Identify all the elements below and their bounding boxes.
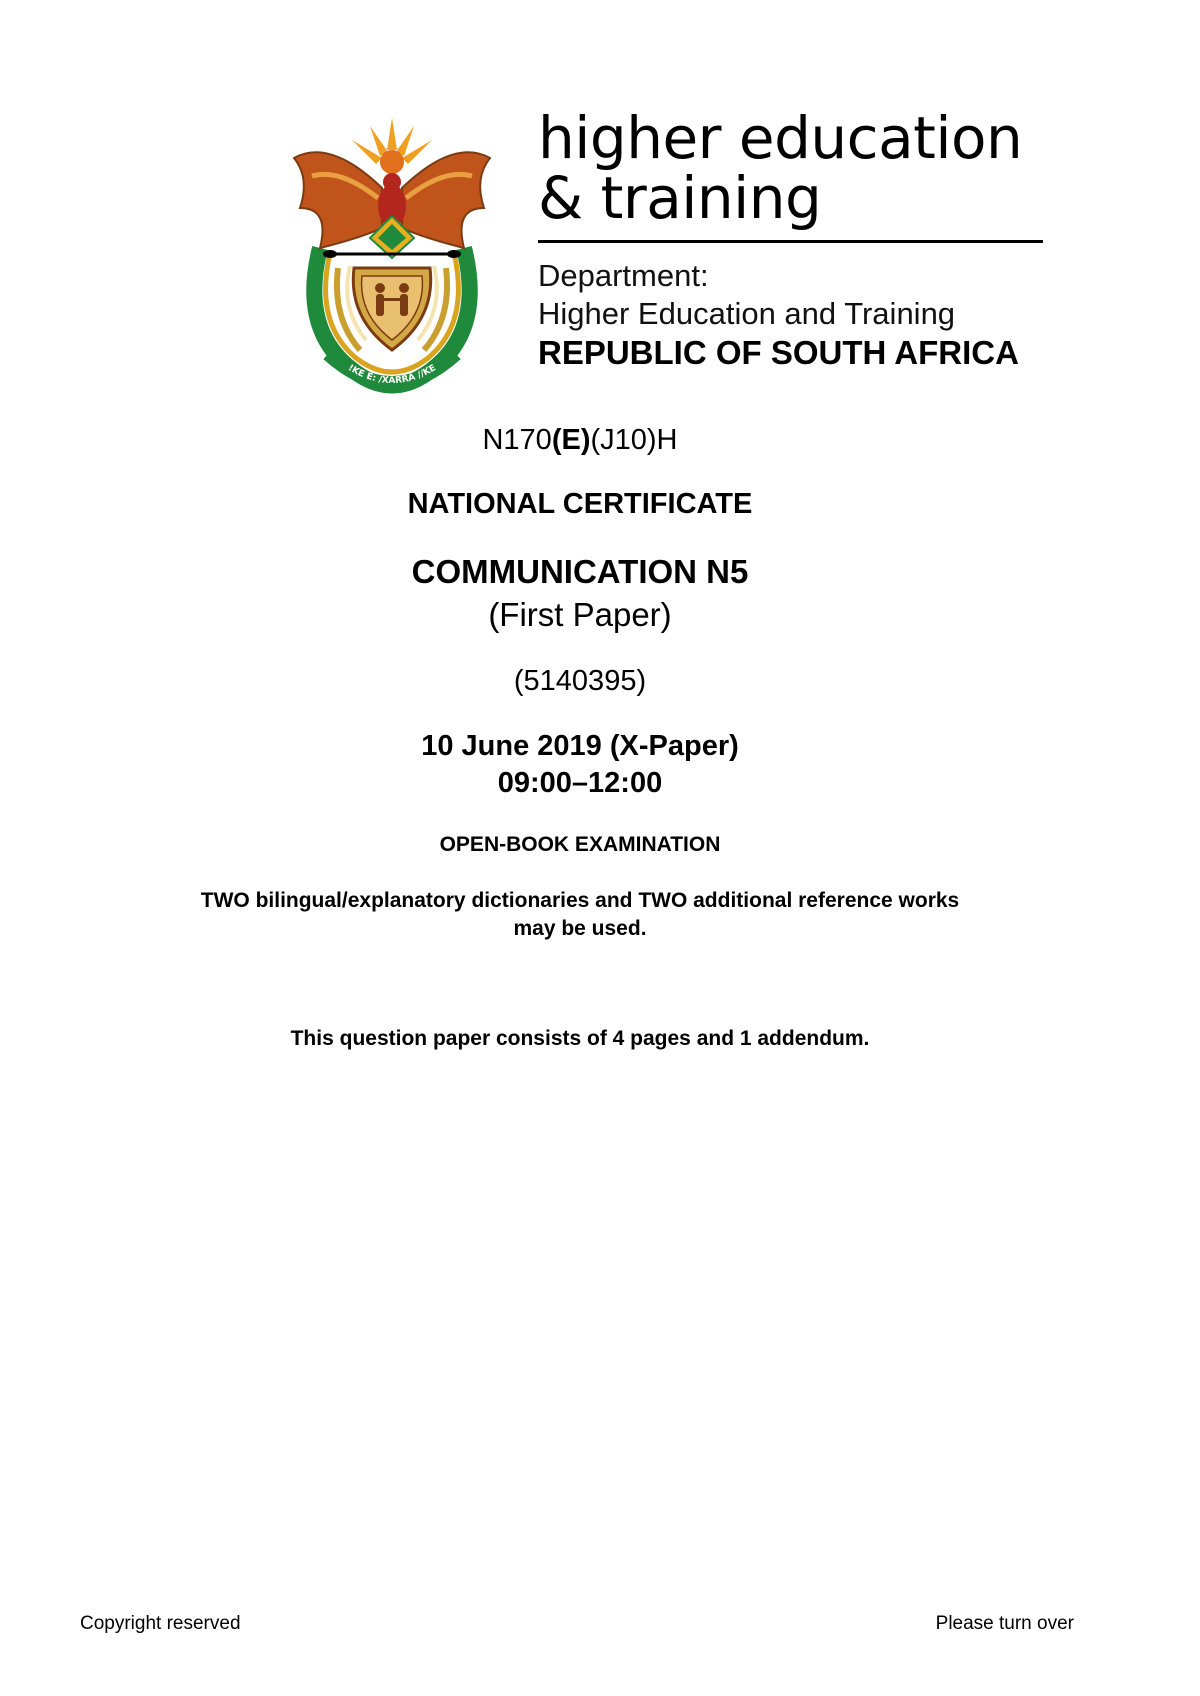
department-branding — [538, 104, 1043, 373]
brand-line-1: higher education — [538, 104, 1023, 172]
department-label: Department: — [538, 258, 709, 293]
instructions-line-1: TWO bilingual/explanatory dictionaries and TWO additional reference works — [200, 889, 960, 912]
instructions-line-2: may be used. — [513, 917, 647, 940]
subject-code: (5140395) — [513, 665, 647, 697]
paper-code-prefix: N170 — [482, 424, 552, 456]
paper-part: (First Paper) — [488, 596, 672, 633]
exam-time: 09:00–12:00 — [497, 767, 663, 799]
paper-code — [0, 424, 1160, 457]
certificate-title: NATIONAL CERTIFICATE — [407, 488, 753, 520]
exam-type: OPEN-BOOK EXAMINATION — [439, 833, 721, 856]
coat-of-arms-icon — [290, 118, 494, 398]
paper-info: This question paper consists of 4 pages and 1 addendum. — [290, 1027, 870, 1050]
exam-date: 10 June 2019 (X-Paper) — [421, 730, 739, 762]
exam-instructions — [0, 887, 1160, 943]
crest-motto: !KE E: /XARRA //KE — [346, 363, 438, 387]
brand-line-2: & training — [538, 164, 822, 232]
country-name: REPUBLIC OF SOUTH AFRICA — [538, 334, 1019, 371]
footer-turn-over: Please turn over — [935, 1613, 1074, 1634]
brand-divider — [538, 240, 1043, 243]
department-name: Higher Education and Training — [538, 296, 956, 331]
paper-code-language: (E) — [551, 424, 591, 456]
footer-copyright: Copyright reserved — [80, 1613, 241, 1634]
subject-title: COMMUNICATION N5 — [411, 553, 749, 590]
paper-code-suffix: (J10)H — [590, 424, 678, 456]
